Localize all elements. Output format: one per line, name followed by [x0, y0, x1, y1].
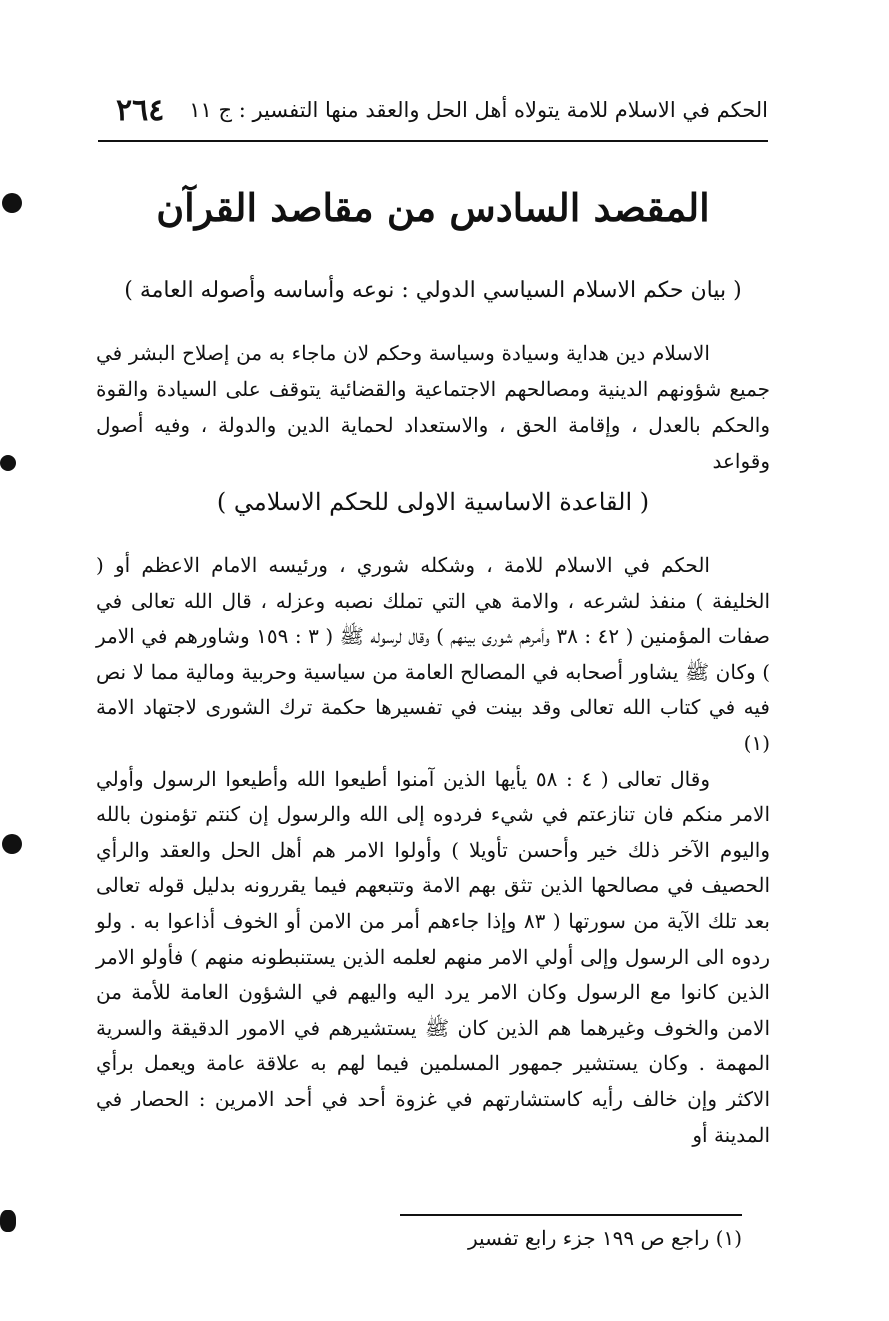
binding-hole-mark — [2, 193, 22, 213]
intro-paragraph-text: الاسلام دين هداية وسيادة وسياسة وحكم لان ماجاء به من إصلاح البشر في جميع شؤونهم الدينية ومصالحهم الاجتماعية والقضائية يتوقف على السيادة والقوة والحكم بالعدل ، وإقامة الحق ، والاستعداد لحماية الدين والدولة ، وفيه أصول وقواعد — [96, 341, 770, 473]
running-title: الحكم في الاسلام للامة يتولاه أهل الحل والعقد منها التفسير : ج ١١ — [189, 98, 768, 122]
footnote-divider — [400, 1214, 742, 1216]
page-number: ٢٦٤ — [116, 92, 165, 128]
page-header — [98, 88, 768, 132]
intro-paragraph — [96, 335, 770, 479]
binding-hole-mark — [2, 834, 22, 854]
footnote: (١) راجع ص ١٩٩ جزء رابع تفسير — [468, 1226, 742, 1250]
binding-hole-mark — [0, 455, 16, 471]
body-paragraphs — [96, 548, 770, 1153]
section-heading: ( القاعدة الاساسية الاولى للحكم الاسلامي ) — [216, 488, 650, 516]
header-divider — [98, 140, 768, 142]
paragraph-governance: الحكم في الاسلام للامة ، وشكله شوري ، ورئيسه الامام الاعظم أو ( الخليفة ) منفذ لشرعه ، والامة هي التي تملك نصبه وعزله ، قال الله تعالى في صفات المؤمنين ( ٤٢ : ٣٨ وأمرهم شورى بينهم ) وقال لرسوله ﷺ ( ٣ : ١٥٩ وشاورهم في الامر ) وكان ﷺ يشاور أصحابه في المصالح العامة من سياسية وحربية ومالية مما لا نص فيه في كتاب الله تعالى وقد بينت في تفسيرها حكمة ترك الشورى لاجتهاد الامة (١) — [96, 553, 771, 755]
chapter-subtitle: ( بيان حكم الاسلام السياسي الدولي : نوعه وأساسه وأصوله العامة ) — [124, 278, 742, 303]
binding-hole-mark — [0, 1210, 16, 1232]
paragraph-obedience: وقال تعالى ( ٤ : ٥٨ يأيها الذين آمنوا أطيعوا الله وأطيعوا الرسول وأولي الامر منكم فان تنازعتم في شيء فردوه إلى الله والرسول إن كنتم تؤمنون بالله واليوم الآخر ذلك خير وأحسن تأويلا ) وأولوا الامر هم أهل الحل والعقد والرأي الحصيف في مصالحها الذين تثق بهم الامة وتتبعهم فيما يقررونه بدليل قوله تعالى بعد تلك الآية من سورتها ( ٨٣ وإذا جاءهم أمر من الامن أو الخوف أذاعوا به . ولو ردوه الى الرسول وإلى أولي الامر منهم لعلمه الذين يستنبطونه منهم ) فأولو الامر الذين كانوا مع الرسول وكان الامر يرد اليه واليهم في الشؤون العامة للأمة من الامن والخوف وغيرهما هم الذين كان ﷺ يستشيرهم في الامور الدقيقة والسرية المهمة . وكان يستشير جمهور المسلمين فيما لهم به علاقة عامة ويعمل برأي الاكثر وإن خالف رأيه كاستشارتهم في غزوة أحد في أحد الامرين : الحصار في المدينة أو — [96, 766, 770, 1147]
chapter-title: المقصد السادس من مقاصد القرآن — [156, 185, 710, 230]
